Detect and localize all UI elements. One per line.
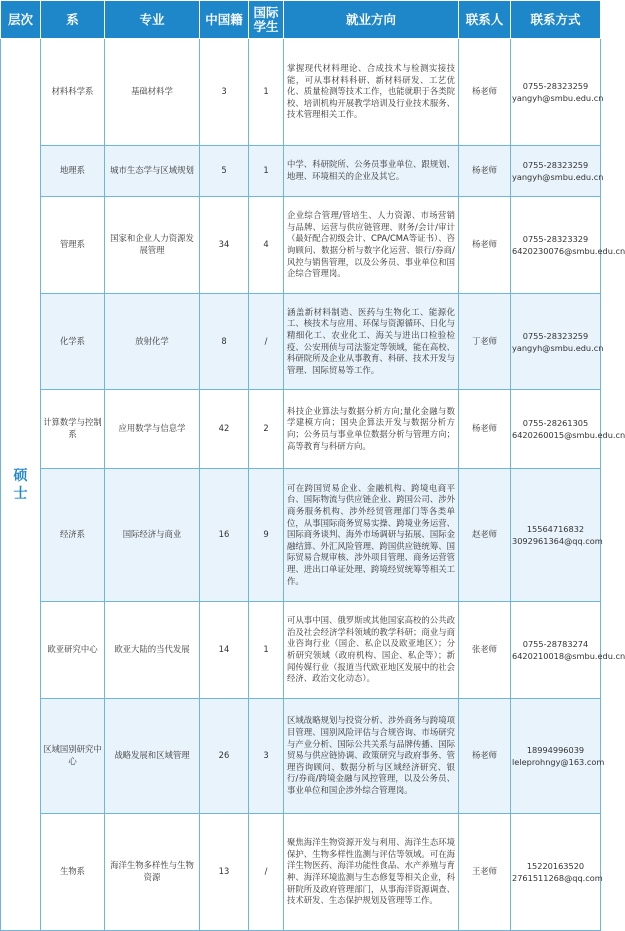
contact-person-cell: 王老师 [459, 814, 511, 931]
header-contact-person: 联系人 [459, 1, 511, 39]
email-address[interactable]: 3092961364@qq.com [512, 536, 603, 546]
international-count-cell: / [249, 814, 284, 931]
major-cell: 海洋生物多样性与生物资源 [105, 814, 200, 931]
career-cell: 可从事中国、俄罗斯或其他国家高校的公共政治及社会经济学科领域的教学科研；商业与商业咨询行业（国企、私企以及欧亚地区）；分析研究领域（政府机构、国企、私企等）；新闻传媒行业（报道当代欧亚地区发展中的社会经济、政治文化动态）。 [284, 602, 459, 699]
contact-person-cell: 杨老师 [459, 390, 511, 469]
dept-cell: 经济系 [41, 469, 105, 602]
contact-person-cell: 赵老师 [459, 469, 511, 602]
international-count-cell: 4 [249, 197, 284, 294]
career-cell: 聚焦海洋生物资源开发与利用、海洋生态环境保护、生物多样性监测与评估等领域。可在海洋生物医药、海洋功能性食品、水产养殖与育种、海洋环境监测与生态修复等相关企业，科研院所及政府管理部门，从事海洋资源调查、技术研发、生态保护规划及管理等工作。 [284, 814, 459, 931]
chinese-count-cell: 3 [200, 39, 249, 146]
table-row [1, 469, 601, 602]
level-cell: 硕士 [1, 39, 41, 931]
email-address[interactable]: 6420260015@smbu.edu.cn [512, 430, 625, 440]
dept-cell: 化学系 [41, 294, 105, 390]
international-count-cell: 1 [249, 602, 284, 699]
contact-info-cell [511, 294, 604, 390]
header-career: 就业方向 [284, 1, 459, 39]
international-count-cell: 3 [249, 699, 284, 814]
career-cell: 掌握现代材料理论、合成技术与检测实接技能，可从事材料科研、新材料研发、工艺优化、质量检测等技术工作，也能就职于各类院校、培训机构开展教学培训及行业技术服务、技术管理相关工作。 [284, 39, 459, 146]
table-row [1, 39, 601, 146]
international-count-cell: / [249, 294, 284, 390]
contact-person-cell: 杨老师 [459, 146, 511, 197]
international-count-cell: 2 [249, 390, 284, 469]
email-address[interactable]: 6420210018@smbu.edu.cn [512, 651, 625, 661]
phone-number: 18994996039 [526, 745, 585, 755]
chinese-count-cell: 34 [200, 197, 249, 294]
table-row [1, 602, 601, 699]
contact-info-cell [511, 146, 604, 197]
major-cell: 应用数学与信息学 [105, 390, 200, 469]
table-row [1, 294, 601, 390]
dept-cell: 管理系 [41, 197, 105, 294]
chinese-count-cell: 8 [200, 294, 249, 390]
phone-number: 0755-28783274 [522, 639, 589, 649]
contact-person-cell: 丁老师 [459, 294, 511, 390]
career-cell: 涵盖新材料制造、医药与生物化工、能源化工、核技术与应用、环保与资源循环、日化与精细化工、农业化工、海关与进出口检验检疫、公安刑侦与司法鉴定等领域，能在高校、科研院所及企业从事教育、科研、技术开发与管理、国际贸易等工作。 [284, 294, 459, 390]
chinese-count-cell: 13 [200, 814, 249, 931]
header-row [1, 1, 601, 39]
email-address[interactable]: yangyh@smbu.edu.cn [512, 172, 604, 182]
contact-info-cell [511, 602, 625, 699]
career-cell: 区域战略规划与投资分析、涉外商务与跨境项目管理、国别风险评估与合规咨询、市场研究与产业分析、国际公共关系与品牌传播、国际贸易与供应链协调、政策研究与政府事务、管理咨询顾问、数据分析与区域经济研究、银行/券商/跨境金融与风控管理，以及公务员、事业单位和国企涉外综合管理岗。 [284, 699, 459, 814]
chinese-count-cell: 26 [200, 699, 249, 814]
table-row [1, 814, 601, 931]
contact-info-cell [511, 197, 625, 294]
contact-person-cell: 杨老师 [459, 197, 511, 294]
contact-info-cell [511, 699, 605, 814]
career-cell: 企业综合管理/管培生、人力资源、市场营销与品牌、运营与供应链管理、财务/会计/审计（最好配合初级会计、CPA/CMA等证书）、咨询顾问、数据分析与数字化运营、银行/券商/风控与销售管理，以及公务员、事业单位和国企综合管理岗。 [284, 197, 459, 294]
contact-info-cell [511, 469, 601, 602]
phone-number: 15564716832 [526, 524, 585, 534]
major-cell: 国际经济与商业 [105, 469, 200, 602]
contact-info-cell [511, 39, 604, 146]
header-level: 层次 [1, 1, 41, 39]
header-major: 专业 [105, 1, 200, 39]
major-cell: 放射化学 [105, 294, 200, 390]
header-international: 国际学生 [249, 1, 284, 39]
international-count-cell: 9 [249, 469, 284, 602]
phone-number: 15220163520 [526, 861, 585, 871]
chinese-count-cell: 42 [200, 390, 249, 469]
chinese-count-cell: 5 [200, 146, 249, 197]
email-address[interactable]: yangyh@smbu.edu.cn [512, 342, 604, 353]
international-count-cell: 1 [249, 39, 284, 146]
table-row [1, 146, 601, 197]
header-dept: 系 [41, 1, 105, 39]
career-cell: 科技企业算法与数据分析方向;量化金融与数学建模方向；国央企算法开发与数据分析方向；公务员与事业单位数据分析与管理方向；高等教育与科研方向。 [284, 390, 459, 469]
international-count-cell: 1 [249, 146, 284, 197]
phone-number: 0755-28323259 [522, 330, 589, 341]
chinese-count-cell: 14 [200, 602, 249, 699]
career-cell: 中学、科研院所、公务员事业单位、跟规划、地理、环境相关的企业及其它。 [284, 146, 459, 197]
email-address[interactable]: leleprohngy@163.com [512, 757, 605, 767]
table-row [1, 197, 601, 294]
header-contact-info: 联系方式 [511, 1, 601, 39]
chinese-count-cell: 16 [200, 469, 249, 602]
dept-cell: 材料科学系 [41, 39, 105, 146]
major-cell: 基础材料学 [105, 39, 200, 146]
contact-info-cell [511, 390, 625, 469]
major-cell: 欧亚大陆的当代发展 [105, 602, 200, 699]
career-cell: 可在跨国贸易企业、金融机构、跨境电商平台、国际物流与供应链企业、跨国公司、涉外商务服务机构、涉外经贸管理部门等各类单位，从事国际商务贸易实操、跨境业务运营、国际商务谈判、海外市场调研与拓展、国际金融结算、外汇风险管理、跨国供应链统筹、国际贸易合规审核、涉外项目管理、商务运营管理、进出口单证处理、跨境经贸统筹等相关工作。 [284, 469, 459, 602]
contact-person-cell: 杨老师 [459, 39, 511, 146]
dept-cell: 生物系 [41, 814, 105, 931]
email-address[interactable]: 2761511268@qq.com [512, 873, 603, 883]
email-address[interactable]: yangyh@smbu.edu.cn [512, 93, 604, 103]
dept-cell: 区域国别研究中心 [41, 699, 105, 814]
dept-cell: 欧亚研究中心 [41, 602, 105, 699]
dept-cell: 地理系 [41, 146, 105, 197]
dept-cell: 计算数学与控制系 [41, 390, 105, 469]
header-chinese: 中国籍 [200, 1, 249, 39]
contact-person-cell: 张老师 [459, 602, 511, 699]
contact-info-cell [511, 814, 601, 931]
contact-person-cell: 杨老师 [459, 699, 511, 814]
phone-number: 0755-28323329 [522, 234, 589, 244]
table-row [1, 390, 601, 469]
major-cell: 城市生态学与区域规划 [105, 146, 200, 197]
major-cell: 战略发展和区域管理 [105, 699, 200, 814]
phone-number: 0755-28323259 [522, 81, 589, 91]
table-row [1, 699, 601, 814]
major-cell: 国家和企业人力资源发展管理 [105, 197, 200, 294]
email-address[interactable]: 6420230076@smbu.edu.cn [512, 246, 625, 256]
phone-number: 0755-28323259 [522, 160, 589, 170]
phone-number: 0755-28261305 [522, 418, 589, 428]
